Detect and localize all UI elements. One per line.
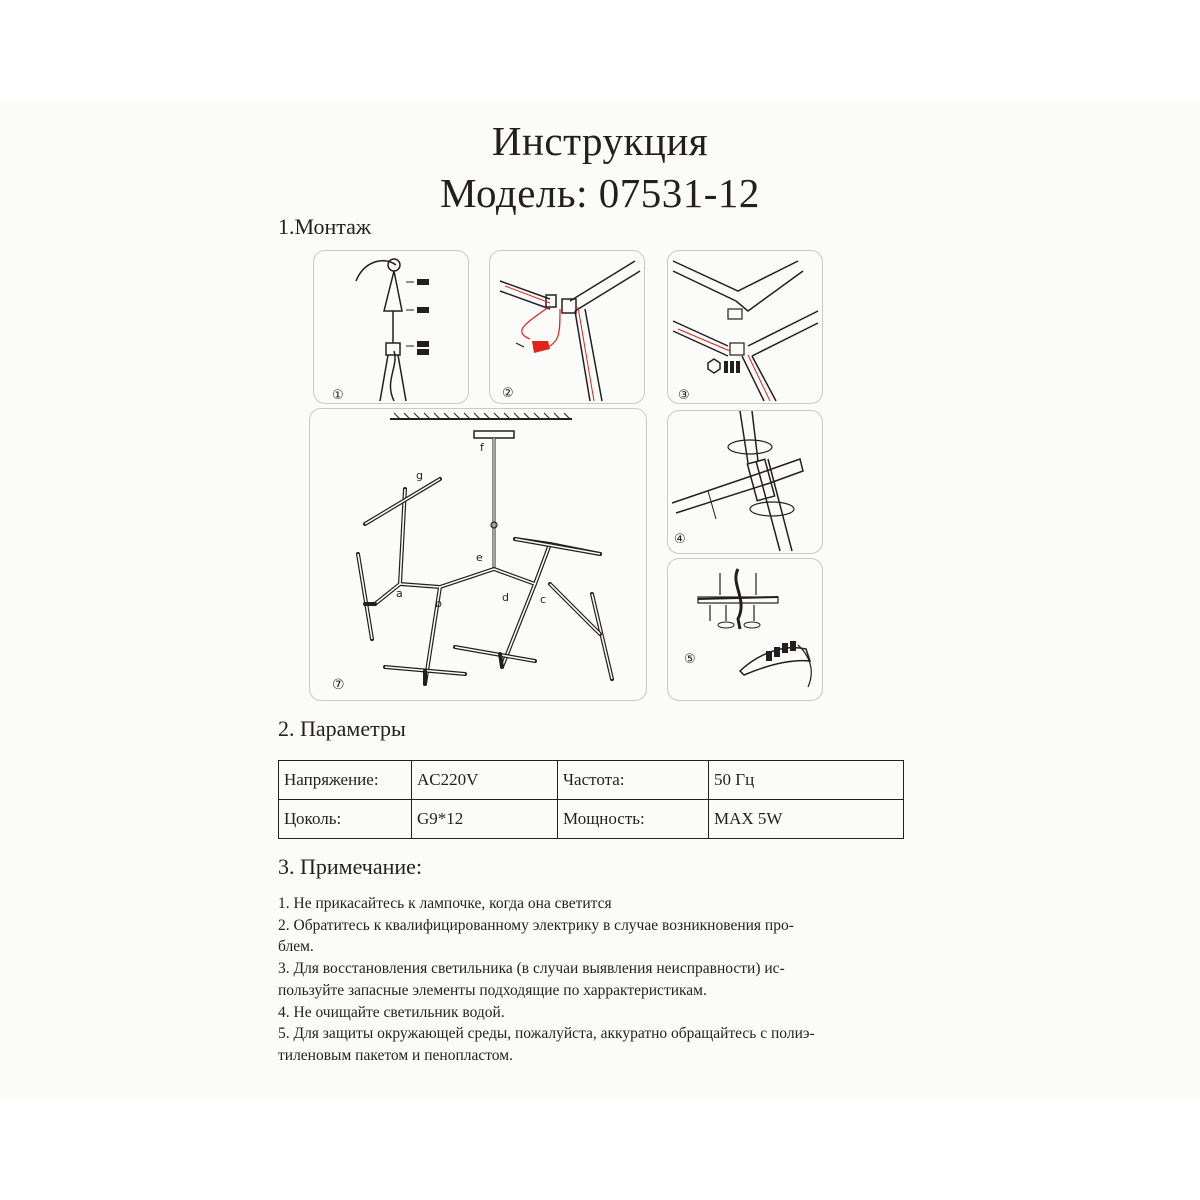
note-line: 2. Обратитесь к квалифицированному электрику в случае возникновения про- [278,916,794,934]
section-mounting-heading: 1.Монтаж [278,214,372,239]
label-d: d [502,591,509,604]
param-power-label: Мощность: [558,800,709,839]
step-5-number: ⑤ [684,652,696,667]
section-notes-heading: 3. Примечание: [278,854,423,879]
step-3-panel [667,250,823,404]
table-row [279,800,904,839]
step-7-panel [309,408,647,701]
step-4-panel [667,410,823,554]
note-line: 4. Не очищайте светильник водой. [278,1003,505,1021]
param-power-value: MAX 5W [709,800,904,839]
step-3-number: ③ [678,388,690,403]
page-title: Инструкция [491,118,709,164]
label-c: c [540,593,547,606]
param-voltage-label: Напряжение: [279,761,412,800]
step-4-number: ④ [674,532,686,547]
step-1-panel [313,250,469,404]
param-frequency-label: Частота: [558,761,709,800]
note-line: 3. Для восстановления светильника (в случаи выявления неисправности) ис- [278,960,785,978]
section-parameters-heading: 2. Параметры [278,716,406,741]
step-2-panel [489,250,645,404]
label-a: a [396,587,403,600]
param-voltage-value: AC220V [412,761,558,800]
param-frequency-value: 50 Гц [709,761,904,800]
step-2-number: ② [502,386,514,401]
parameters-table [278,760,904,839]
step-1-illustration [314,251,468,403]
note-line: блем. [278,938,314,956]
step-1-number: ① [332,388,344,403]
table-row [279,761,904,800]
note-line: 5. Для защиты окружающей среды, пожалуйста, аккуратно обращайтесь с полиэ- [278,1025,815,1043]
step-7-assembly-diagram [310,409,646,700]
model-title: Модель: 07531-12 [440,170,760,216]
notes-list [278,893,918,1067]
label-e: e [476,551,483,564]
param-socket-label: Цоколь: [279,800,412,839]
label-b: b [435,597,442,610]
note-line: тиленовым пакетом и пенопластом. [278,1046,513,1064]
step-2-illustration [490,251,644,403]
note-line: пользуйте запасные элементы подходящие по харрактеристикам. [278,981,707,999]
param-socket-value: G9*12 [412,800,558,839]
label-g: g [416,469,423,482]
step-5-illustration [668,559,822,700]
note-line: 1. Не прикасайтесь к лампочке, когда она светится [278,895,612,912]
step-4-illustration [668,411,822,553]
step-5-panel [667,558,823,701]
label-f: f [480,441,484,454]
step-7-number: ⑦ [332,677,345,693]
step-3-illustration [668,251,822,403]
